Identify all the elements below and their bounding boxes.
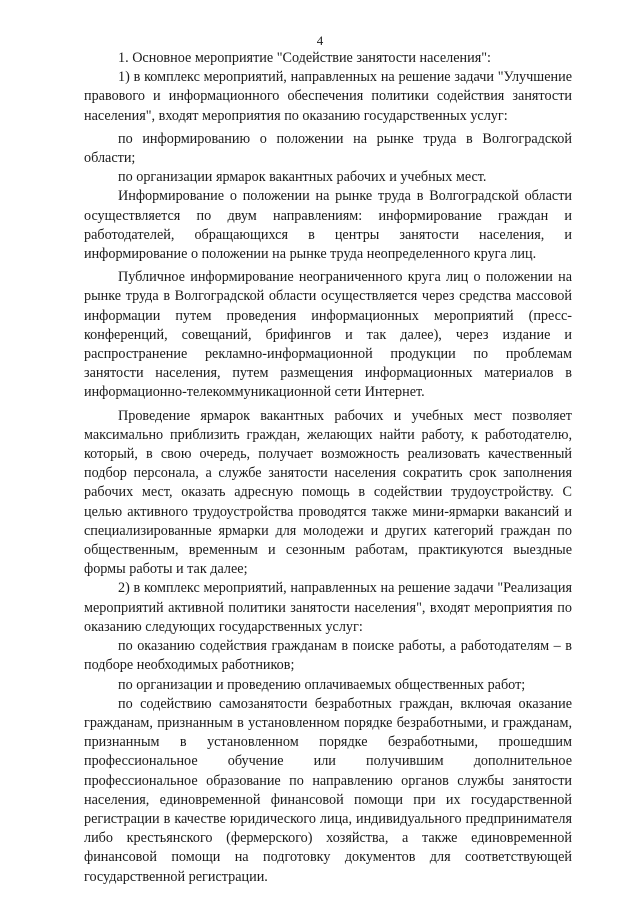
- paragraph-task-1-intro: 1) в комплекс мероприятий, направленных на решение задачи "Улучшение правового и информационного обеспечения политики содействия занятости населения", входят мероприятия по оказанию государственных услуг:: [84, 69, 572, 124]
- paragraph-service-job-fairs: по организации ярмарок вакантных рабочих и учебных мест.: [118, 169, 487, 186]
- page-number: 4: [316, 33, 324, 48]
- paragraph-service-labor-market-info: по информированию о положении на рынке труда в Волгоградской области;: [84, 130, 572, 167]
- paragraph-task-2-intro: 2) в комплекс мероприятий, направленных на решение задачи "Реализация мероприятий активной политики занятости населения", входят мероприятия по оказанию следующих государственных услуг:: [84, 580, 572, 635]
- paragraph-main-activity-heading: 1. Основное мероприятие "Содействие занятости населения":: [118, 50, 491, 66]
- paragraph-service-self-employment: по содействию самозанятости безработных граждан, включая оказание гражданам, признанным в установленном порядке безработными, и гражданам, признанным в установленном порядке безработными, прошедшим профессиональное обучение или получившим дополнительное профессиональное образование по направлению органов службы занятости населения, единовременной финансовой помощи при их государственной регистрации в качестве юридического лица, индивидуального предпринимателя либо крестьянского (фермерского) хозяйства, а также единовременной финансовой помощи на подготовку документов для соответствующей государственной регистрации.: [84, 695, 572, 885]
- paragraph-job-fairs-description: Проведение ярмарок вакантных рабочих и учебных мест позволяет максимально приблизить граждан, желающих найти работу, к работодателю, который, в свою очередь, получает возможность реализовать качественный подбор персонала, а службе занятости населения сократить срок заполнения рабочих мест, оказать адресную помощь в содействии трудоустройству. С целью активного трудоустройства проводятся также мини-ярмарки вакансий и специализированные ярмарки для молодежи и других категорий граждан по общественным, временным и сезонным работам, практикуются выездные формы работы и так далее;: [84, 407, 572, 578]
- document-body: [84, 49, 572, 887]
- paragraph-public-informing: Публичное информирование неограниченного круга лиц о положении на рынке труда в Волгоградской области осуществляется через средства массовой информации путем проведения информационных мероприятий (пресс-конференций, совещаний, брифингов и так далее), через издание и распространение рекламно-информационной продукции по проблемам занятости населения, путем размещения информационных материалов в информационно-телекоммуникационной сети Интернет.: [84, 269, 572, 401]
- paragraph-service-public-works: по организации и проведению оплачиваемых общественных работ;: [118, 676, 526, 693]
- paragraph-informing-directions: Информирование о положении на рынке труда в Волгоградской области осуществляется по двум направлениям: информирование граждан и работодателей, обращающихся в центры занятости населения, и информирование о положении на рынке труда неопределенного круга лиц.: [84, 188, 572, 263]
- paragraph-service-job-search: по оказанию содействия гражданам в поиске работы, а работодателям – в подборе необходимых работников;: [84, 638, 572, 674]
